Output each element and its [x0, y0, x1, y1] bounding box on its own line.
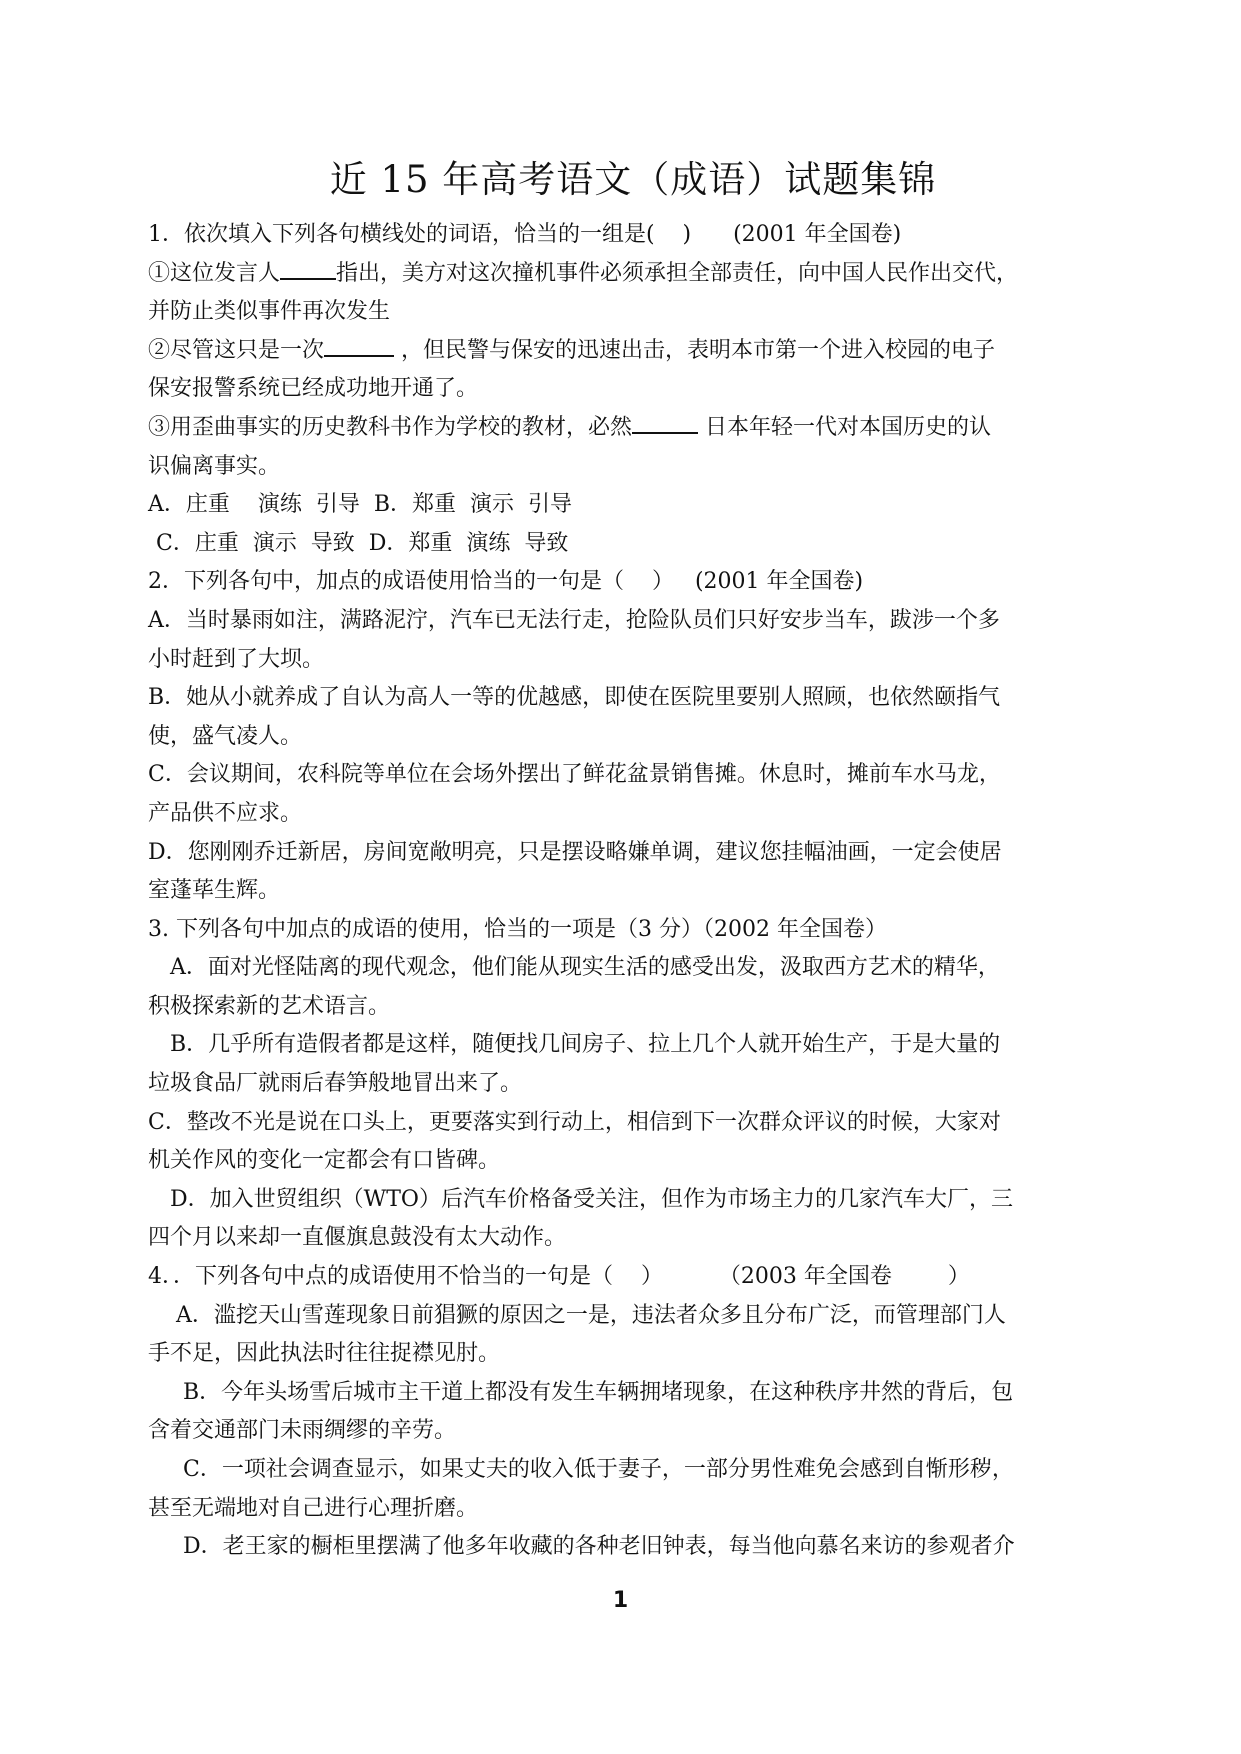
- question-2-option-b-cont: 使，盛气凌人。: [148, 723, 303, 749]
- question-3-option-d: D．加入世贸组织（WTO）后汽车价格备受关注，但作为市场主力的几家汽车大厂，三: [170, 1186, 1013, 1212]
- question-2-option-a: A．当时暴雨如注，满路泥泞，汽车已无法行走，抢险队员们只好安步当车，跋涉一个多: [148, 607, 1000, 633]
- question-1-sentence-3: [148, 409, 1118, 448]
- question-2-option-d: D．您刚刚乔迁新居，房间宽敞明亮，只是摆设略嫌单调，建议您挂幅油画，一定会使居: [148, 839, 1002, 865]
- question-3-option-b-cont: 垃圾食品厂就雨后春笋般地冒出来了。: [148, 1071, 523, 1097]
- sentence-3-suffix: 日本年轻一代对本国历史的认: [705, 414, 992, 440]
- question-3-option-c-cont: 机关作风的变化一定都会有口皆碑。: [148, 1148, 501, 1174]
- question-1-sentence-2: [148, 332, 1118, 371]
- question-3-option-a-cont: 积极探索新的艺术语言。: [148, 993, 391, 1019]
- question-4-option-d: D．老王家的橱柜里摆满了他多年收藏的各种老旧钟表，每当他向慕名来访的参观者介: [183, 1534, 1015, 1560]
- question-2-option-d-cont: 室蓬荜生辉。: [148, 878, 281, 904]
- question-4-option-a-cont: 手不足，因此执法时往往捉襟见肘。: [148, 1341, 501, 1367]
- question-3-option-b: B．几乎所有造假者都是这样，随便找几间房子、拉上几个人就开始生产，于是大量的: [170, 1032, 1001, 1058]
- question-4-option-c-cont: 甚至无端地对自己进行心理折磨。: [148, 1495, 479, 1521]
- question-4-option-c: C．一项社会调查显示，如果丈夫的收入低于妻子，一部分男性难免会感到自惭形秽，: [183, 1457, 1014, 1482]
- sentence-1-prefix: ①这位发言人: [148, 260, 281, 286]
- question-1-options-ab: A．庄重 演练 引导 B．郑重 演示 引导: [148, 492, 572, 518]
- fill-blank-2: [324, 333, 394, 357]
- question-1-sentence-2-cont: 保安报警系统已经成功地开通了。: [148, 376, 479, 402]
- sentence-1-suffix: 指出，美方对这次撞机事件必须承担全部责任，向中国人民作出交代，: [336, 260, 1019, 286]
- question-4-option-b: B．今年头场雪后城市主干道上都没有发生车辆拥堵现象，在这种秩序井然的背后，包: [183, 1379, 1014, 1405]
- page-content: [148, 150, 1118, 1567]
- question-3-stem: 3. 下列各句中加点的成语的使用，恰当的一项是（3 分）（2002 年全国卷）: [148, 916, 887, 942]
- question-4-option-b-cont: 含着交通部门未雨绸缪的辛劳。: [148, 1418, 457, 1444]
- question-2-stem: 2．下列各句中，加点的成语使用恰当的一句是（ ） (2001 年全国卷): [148, 569, 864, 595]
- question-2-option-b: B．她从小就养成了自认为高人一等的优越感，即使在医院里要别人照顾，也依然颐指气: [148, 685, 1001, 711]
- question-4-stem: 4．．下列各句中点的成语使用不恰当的一句是（ ） （2003 年全国卷 ）: [148, 1264, 970, 1290]
- page-title: 近 15 年高考语文（成语）试题集锦: [329, 158, 937, 201]
- question-2-option-c-cont: 产品供不应求。: [148, 800, 303, 826]
- question-1-sentence-1: [148, 255, 1118, 294]
- question-3-option-d-cont: 四个月以来却一直偃旗息鼓没有太大动作。: [148, 1225, 567, 1251]
- question-3-option-c: C．整改不光是说在口头上，更要落实到行动上，相信到下一次群众评议的时候，大家对: [148, 1109, 1001, 1135]
- question-2: [148, 563, 1118, 910]
- page-number: 1: [612, 1588, 629, 1613]
- question-2-option-c: C．会议期间，农科院等单位在会场外摆出了鲜花盆景销售摊。休息时，摊前车水马龙，: [148, 762, 1001, 788]
- fill-blank-1: [280, 256, 336, 280]
- fill-blank-3: [632, 410, 698, 434]
- question-2-option-a-cont: 小时赶到了大坝。: [148, 646, 325, 672]
- question-4-option-a: A．滥挖天山雪莲现象日前猖獗的原因之一是，违法者众多且分布广泛，而管理部门人: [176, 1302, 1006, 1328]
- question-1-stem: 1．依次填入下列各句横线处的词语，恰当的一组是( ) (2001 年全国卷): [148, 222, 902, 247]
- question-4: [148, 1258, 1118, 1567]
- sentence-3-prefix: ③用歪曲事实的历史教科书作为学校的教材，必然: [148, 414, 633, 440]
- question-1-sentence-3-cont: 识偏离事实。: [148, 453, 281, 479]
- question-3-option-a: A．面对光怪陆离的现代观念，他们能从现实生活的感受出发，汲取西方艺术的精华，: [170, 955, 1000, 981]
- question-1-options-cd: C．庄重 演示 导致 D．郑重 演练 导致: [156, 530, 569, 556]
- sentence-2-prefix: ②尽管这只是一次: [148, 337, 325, 363]
- question-1: [148, 216, 1118, 563]
- question-3: [148, 911, 1118, 1258]
- question-1-sentence-1-cont: 并防止类似事件再次发生: [148, 299, 391, 325]
- sentence-2-suffix: ，但民警与保安的迅速出击，表明本市第一个进入校园的电子: [401, 337, 996, 363]
